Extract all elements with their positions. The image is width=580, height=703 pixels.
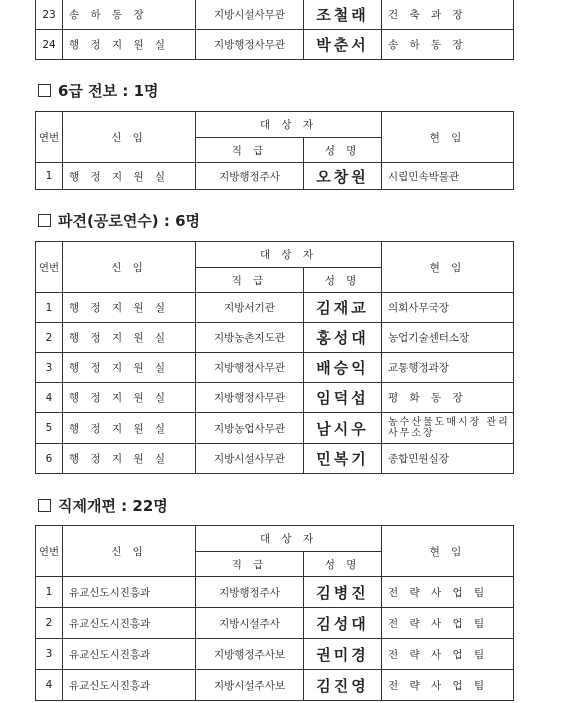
rank: 지방시설사무관 [196, 0, 304, 30]
section-title: 파견(공로연수) : 6명 [58, 212, 201, 230]
header-name: 성 명 [304, 268, 382, 293]
new-post: 송 하 동 장 [63, 0, 196, 30]
table-row [36, 163, 514, 190]
table-row [36, 323, 514, 353]
rank: 지방행정주사 [196, 163, 304, 190]
current-post: 평 화 동 장 [382, 383, 514, 413]
header-current: 현 임 [382, 526, 514, 577]
header-current: 현 임 [382, 112, 514, 163]
current-post: 전 략 사 업 팀 [382, 608, 514, 639]
table-row [36, 353, 514, 383]
table-row [36, 413, 514, 444]
header-new: 신 임 [63, 112, 196, 163]
current-post: 의회사무국장 [382, 293, 514, 323]
row-number: 24 [36, 30, 63, 60]
header-name: 성 명 [304, 552, 382, 577]
header-name: 성 명 [304, 138, 382, 163]
table-row [36, 293, 514, 323]
section-heading [38, 495, 168, 516]
table-section1 [35, 111, 514, 190]
person-name: 박춘서 [304, 30, 382, 60]
rank: 지방행정주사 [196, 577, 304, 608]
rank: 지방행정사무관 [196, 30, 304, 60]
header-no: 연번 [36, 112, 63, 163]
table-row [36, 608, 514, 639]
row-number: 6 [36, 444, 63, 474]
row-number: 23 [36, 0, 63, 30]
checkbox-square-icon [38, 84, 51, 97]
row-number: 1 [36, 293, 63, 323]
header-rank: 직 급 [196, 552, 304, 577]
row-number: 2 [36, 323, 63, 353]
table-row [36, 0, 514, 30]
new-post: 행 정 지 원 실 [63, 30, 196, 60]
person-name: 김병진 [304, 577, 382, 608]
person-name: 조철래 [304, 0, 382, 30]
person-name: 홍성대 [304, 323, 382, 353]
row-number: 3 [36, 639, 63, 670]
section-heading [38, 80, 159, 101]
person-name: 남시우 [304, 413, 382, 444]
row-number: 2 [36, 608, 63, 639]
new-post: 행 정 지 원 실 [63, 444, 196, 474]
new-post: 행 정 지 원 실 [63, 353, 196, 383]
new-post: 행 정 지 원 실 [63, 293, 196, 323]
table-row [36, 577, 514, 608]
header-target: 대 상 자 [196, 526, 382, 552]
person-name: 김성대 [304, 608, 382, 639]
header-no: 연번 [36, 526, 63, 577]
new-post: 행 정 지 원 실 [63, 323, 196, 353]
table-row [36, 639, 514, 670]
current-post: 농업기술센터소장 [382, 323, 514, 353]
person-name: 오창원 [304, 163, 382, 190]
current-post: 송 하 동 장 [382, 30, 514, 60]
current-post: 시립민속박물관 [382, 163, 514, 190]
row-number: 1 [36, 577, 63, 608]
new-post: 유교신도시진흥과 [63, 577, 196, 608]
rank: 지방서기관 [196, 293, 304, 323]
header-rank: 직 급 [196, 268, 304, 293]
person-name: 임덕섭 [304, 383, 382, 413]
table-row [36, 444, 514, 474]
rank: 지방농업사무관 [196, 413, 304, 444]
section-heading [38, 210, 200, 231]
person-name: 김재교 [304, 293, 382, 323]
current-post: 농수산물도매시장 관리사무소장 [382, 413, 514, 444]
person-name: 배승익 [304, 353, 382, 383]
rank: 지방행정주사보 [196, 639, 304, 670]
row-number: 1 [36, 163, 63, 190]
header-no: 연번 [36, 242, 63, 293]
header-rank: 직 급 [196, 138, 304, 163]
person-name: 김진영 [304, 670, 382, 701]
table-section2 [35, 241, 514, 474]
header-target: 대 상 자 [196, 112, 382, 138]
rank: 지방농촌지도관 [196, 323, 304, 353]
new-post: 행 정 지 원 실 [63, 413, 196, 444]
header-target: 대 상 자 [196, 242, 382, 268]
checkbox-square-icon [38, 214, 51, 227]
current-post: 종합민원실장 [382, 444, 514, 474]
table-section3 [35, 525, 514, 701]
row-number: 5 [36, 413, 63, 444]
person-name: 민복기 [304, 444, 382, 474]
current-post: 건 축 과 장 [382, 0, 514, 30]
new-post: 유교신도시진흥과 [63, 608, 196, 639]
row-number: 4 [36, 670, 63, 701]
current-post: 전 략 사 업 팀 [382, 639, 514, 670]
current-post: 교통행정과장 [382, 353, 514, 383]
header-new: 신 임 [63, 526, 196, 577]
header-new: 신 임 [63, 242, 196, 293]
new-post: 행 정 지 원 실 [63, 383, 196, 413]
rank: 지방행정사무관 [196, 353, 304, 383]
new-post: 유교신도시진흥과 [63, 670, 196, 701]
table-row [36, 30, 514, 60]
rank: 지방시설주사 [196, 608, 304, 639]
section-title: 직제개편 : 22명 [58, 497, 168, 515]
table-row [36, 383, 514, 413]
row-number: 3 [36, 353, 63, 383]
current-post: 전 략 사 업 팀 [382, 670, 514, 701]
checkbox-square-icon [38, 499, 51, 512]
current-post: 전 략 사 업 팀 [382, 577, 514, 608]
rank: 지방시설사무관 [196, 444, 304, 474]
rank: 지방시설주사보 [196, 670, 304, 701]
header-current: 현 임 [382, 242, 514, 293]
table-continued [35, 0, 514, 60]
table-row [36, 670, 514, 701]
new-post: 행 정 지 원 실 [63, 163, 196, 190]
person-name: 권미경 [304, 639, 382, 670]
rank: 지방행정사무관 [196, 383, 304, 413]
new-post: 유교신도시진흥과 [63, 639, 196, 670]
row-number: 4 [36, 383, 63, 413]
section-title: 6급 전보 : 1명 [58, 82, 159, 100]
